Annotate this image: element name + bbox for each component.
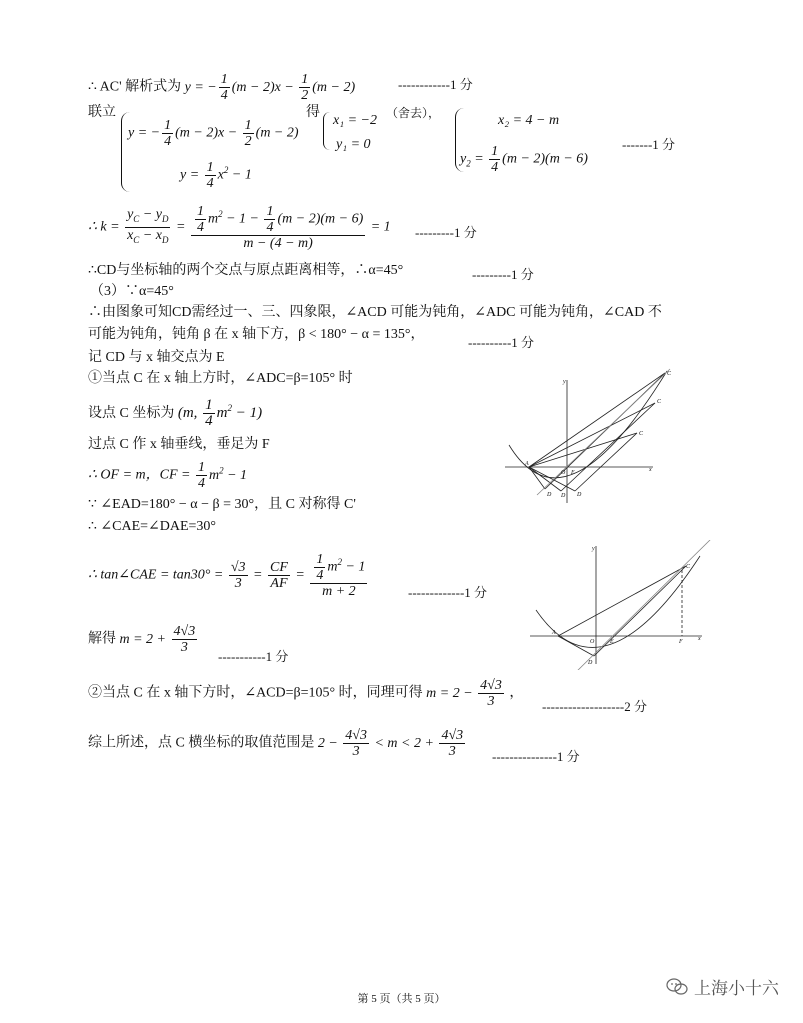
score-4: ---------1 分 [472, 267, 534, 282]
fig2-label-e: E [610, 639, 614, 645]
case2-comma: ， [509, 685, 524, 701]
ac-prefix: ∴ AC' 解析式为 [88, 79, 182, 95]
case2 [88, 678, 523, 709]
solve-prefix: 解得 [88, 631, 116, 647]
fig2-label-x: x [698, 636, 701, 642]
fig1-label-y: y [563, 379, 566, 385]
watermark [666, 974, 779, 999]
figure-1 [505, 365, 675, 505]
part3-given: （3）∵α=45° [90, 284, 174, 299]
figure-2 [530, 540, 720, 670]
set-c-prefix: 设点 C 坐标为 [88, 405, 175, 421]
fig1-line-cd2 [561, 403, 655, 491]
fig2-label-a: A [552, 630, 556, 636]
perpendicular: 过点 C 作 x 轴垂线，垂足为 F [88, 437, 270, 452]
fig1-line-ac3 [529, 433, 637, 467]
k-expression: ∴ k = $\frac{y_C - y_D}{x_C - x_D}$ = $\frac{1}{4}$ $m^2 - 1$ − $\frac{1}{4}$ (m − 2)(m − 6) m − (4 − m) = 1 [88, 204, 391, 251]
fig1-label-c3: C [639, 431, 644, 437]
cae-angle: ∴ ∠CAE=∠DAE=30° [88, 519, 217, 534]
fig2-label-c: C [686, 564, 691, 570]
score-9: ---------------1 分 [492, 749, 580, 764]
page-footer: 第 5 页（共 5 页） [357, 993, 446, 1005]
case2-value: m = 2 − $\frac{4√3}{3}$ [426, 678, 502, 709]
set-c [88, 398, 262, 429]
fig1-line-ac1 [529, 373, 665, 467]
fig1-parabola [509, 371, 667, 478]
solve-m [88, 624, 199, 655]
set-c-coord: (m, $\frac{1}{4}$ $m^2 - 1$) [177, 397, 263, 429]
solve-value: m = 2 + $\frac{4√3}{3}$ [119, 624, 196, 655]
score-1: ------------1 分 [398, 77, 473, 92]
fig2-parabola [536, 556, 700, 647]
system-eq2: y = $\frac{1}{4}$ $x^2 - 1$ [180, 160, 252, 191]
fig2-line-ad [558, 636, 594, 656]
fig2-label-f: F [679, 639, 683, 645]
paragraph-line2: 可能为钝角，钝角 β 在 x 轴下方，β < 180° − α = 135°， [88, 327, 425, 342]
score-7: -----------1 分 [218, 649, 289, 664]
summary [88, 728, 467, 759]
fig2-label-y: y [592, 546, 595, 552]
score-8: -------------------2 分 [542, 699, 648, 714]
fig1-label-a: A [525, 461, 529, 467]
fig2-line-dc [594, 566, 686, 656]
system-eq1: y = − $\frac{1}{4}$ (m − 2)x − $\frac{1}{2}$ (m − 2) [128, 118, 299, 149]
fig1-line-ac2 [529, 403, 655, 467]
fig1-label-e: E [571, 470, 575, 476]
watermark-text: 上海小十六 [694, 979, 779, 999]
score-5: ----------1 分 [468, 335, 535, 350]
ac-expression: y = − $\frac{1}{4}$ (m − 2)x − $\frac{1}{2}$ (m − 2) [184, 72, 356, 103]
score-3: ---------1 分 [415, 225, 477, 240]
ac-prime-formula [88, 72, 355, 103]
summary-range: 2 − $\frac{4√3}{3}$ < m < 2 + $\frac{4√3}{3}$ [317, 728, 464, 759]
fig1-label-c2: C [657, 399, 662, 405]
solution1-x: x₁ = −2 [333, 113, 377, 128]
summary-prefix: 综上所述，点 C 横坐标的取值范围是 [88, 735, 315, 751]
tan-equation: ∴ tan∠CAE = tan30° = $\frac{√3}{3}$ = $\frac{CF}{AF}$ = $\frac{1}{4}$ $m^2 - 1$ m + 2 [88, 552, 366, 599]
case1-heading: ①当点 C 在 x 轴上方时，∠ADC=β=105° 时 [88, 371, 353, 386]
score-2: -------1 分 [622, 137, 676, 152]
solution1-brace [323, 112, 330, 150]
fig1-label-c1: C [667, 371, 672, 377]
case2-prefix: ②当点 C 在 x 轴下方时，∠ACD=β=105° 时，同理可得 [88, 685, 423, 701]
paragraph-line1: ∴由图象可知CD需经过一、三、四象限，∠ACD 可能为钝角，∠ADC 可能为钝角，∠CAD 不 [88, 305, 662, 320]
fig2-label-d: D [588, 660, 593, 666]
fig2-label-o: O [590, 639, 595, 645]
wechat-icon [666, 978, 688, 996]
solution2-x: x₂ = 4 − m [498, 113, 560, 128]
fig1-label-o: O [561, 470, 566, 476]
score-6: -------------1 分 [408, 585, 488, 600]
cf-value: $\frac{1}{4}$ $m^2 - 1$ [197, 460, 248, 491]
lianli-label: 联立 [88, 105, 116, 120]
fig2-ref-line [570, 540, 712, 670]
cd-equal-distance: ∴CD与坐标轴的两个交点与原点距离相等，∴α=45° [88, 263, 404, 278]
fig1-label-x: x [649, 467, 652, 473]
fig1-ref-line [537, 369, 670, 495]
ead-angle: ∵ ∠EAD=180° − α − β = 30°，且 C 对称得 C' [88, 497, 356, 512]
of-cf-prefix: ∴ OF = m，CF = [88, 467, 191, 483]
solution1-y: y₁ = 0 [336, 137, 371, 152]
mark-e: 记 CD 与 x 轴交点为 E [88, 350, 225, 365]
de-label: 得 [306, 105, 320, 120]
fig1-line-cd3 [575, 433, 637, 491]
fig1-label-d3: D [577, 492, 582, 498]
of-cf [88, 460, 247, 491]
fig1-label-d2: D [561, 493, 566, 499]
fig1-label-d1: D [547, 492, 552, 498]
sheqv-label: （舍去）， [386, 106, 441, 120]
solution2-y: $y_2$ = $\frac{1}{4}$ (m − 2)(m − 6) [460, 144, 588, 175]
